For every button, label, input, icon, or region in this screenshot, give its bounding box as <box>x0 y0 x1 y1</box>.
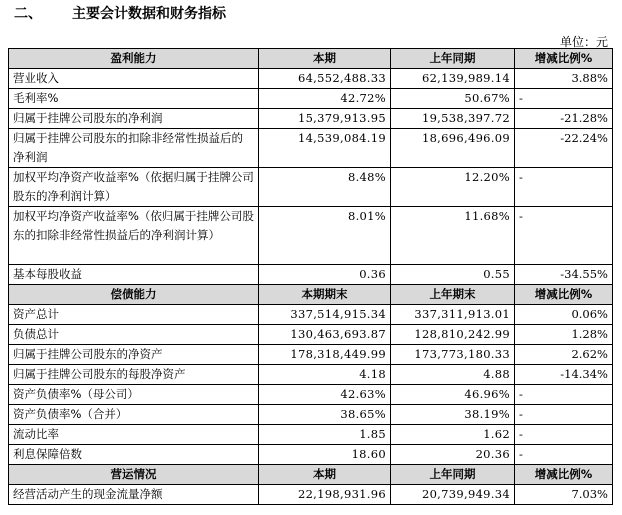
section-title: 主要会计数据和财务指标 <box>72 6 226 22</box>
change-value: - <box>515 207 613 265</box>
current-value: 178,318,449.99 <box>259 345 391 365</box>
section-header-label: 营运情况 <box>9 465 259 485</box>
table-row <box>9 425 613 445</box>
row-label: 毛利率% <box>9 89 259 109</box>
row-label: 加权平均净资产收益率%（依据归属于挂牌公司股东的净利润计算） <box>9 168 259 207</box>
table-row <box>9 305 613 325</box>
prior-value: 18,696,496.09 <box>391 129 515 168</box>
column-header: 本期期末 <box>259 285 391 305</box>
table-row <box>9 168 613 207</box>
unit-label: 单位：元 <box>559 35 608 49</box>
table-row <box>9 109 613 129</box>
row-label: 归属于挂牌公司股东的扣除非经常性损益后的净利润 <box>9 129 259 168</box>
current-value: 38.65% <box>259 405 391 425</box>
row-label: 基本每股收益 <box>9 265 259 285</box>
change-value: 3.88% <box>515 69 613 89</box>
table-row <box>9 129 613 168</box>
current-value: 0.36 <box>259 265 391 285</box>
table-row <box>9 445 613 465</box>
row-label: 归属于挂牌公司股东的每股净资产 <box>9 365 259 385</box>
table-row <box>9 325 613 345</box>
prior-value: 337,311,913.01 <box>391 305 515 325</box>
column-header: 上年同期 <box>391 49 515 69</box>
row-label: 经营活动产生的现金流量净额 <box>9 485 259 505</box>
prior-value: 4.88 <box>391 365 515 385</box>
current-value: 8.48% <box>259 168 391 207</box>
section-heading <box>14 3 226 23</box>
prior-value: 0.55 <box>391 265 515 285</box>
row-label: 归属于挂牌公司股东的净资产 <box>9 345 259 365</box>
row-label: 加权平均净资产收益率%（依归属于挂牌公司股东的扣除非经常性损益后的净利润计算） <box>9 207 259 265</box>
prior-value: 20,739,949.34 <box>391 485 515 505</box>
row-label: 资产总计 <box>9 305 259 325</box>
change-value: -14.34% <box>515 365 613 385</box>
row-label: 负债总计 <box>9 325 259 345</box>
change-value: 7.03% <box>515 485 613 505</box>
prior-value: 1.62 <box>391 425 515 445</box>
prior-value: 20.36 <box>391 445 515 465</box>
change-value: - <box>515 385 613 405</box>
change-value: 0.06% <box>515 305 613 325</box>
change-value: 1.28% <box>515 325 613 345</box>
table-row <box>9 69 613 89</box>
current-value: 1.85 <box>259 425 391 445</box>
prior-value: 11.68% <box>391 207 515 265</box>
prior-value: 128,810,242.99 <box>391 325 515 345</box>
current-value: 42.63% <box>259 385 391 405</box>
column-header: 本期 <box>259 465 391 485</box>
section-header-row <box>9 285 613 305</box>
row-label: 流动比率 <box>9 425 259 445</box>
table-row <box>9 385 613 405</box>
column-header: 本期 <box>259 49 391 69</box>
table-row <box>9 265 613 285</box>
prior-value: 19,538,397.72 <box>391 109 515 129</box>
column-header: 增减比例% <box>515 285 613 305</box>
financial-data-table <box>8 48 613 505</box>
change-value: -34.55% <box>515 265 613 285</box>
table-row <box>9 345 613 365</box>
prior-value: 38.19% <box>391 405 515 425</box>
section-header-label: 偿债能力 <box>9 285 259 305</box>
column-header: 上年期末 <box>391 285 515 305</box>
section-header-label: 盈利能力 <box>9 49 259 69</box>
table-row <box>9 405 613 425</box>
change-value: - <box>515 445 613 465</box>
change-value: -22.24% <box>515 129 613 168</box>
change-value: - <box>515 405 613 425</box>
change-value: - <box>515 89 613 109</box>
row-label: 利息保障倍数 <box>9 445 259 465</box>
current-value: 64,552,488.33 <box>259 69 391 89</box>
table-row <box>9 485 613 505</box>
table-row <box>9 365 613 385</box>
row-label: 归属于挂牌公司股东的净利润 <box>9 109 259 129</box>
row-label: 营业收入 <box>9 69 259 89</box>
current-value: 337,514,915.34 <box>259 305 391 325</box>
column-header: 增减比例% <box>515 465 613 485</box>
current-value: 42.72% <box>259 89 391 109</box>
change-value: - <box>515 168 613 207</box>
current-value: 15,379,913.95 <box>259 109 391 129</box>
row-label: 资产负债率%（合并） <box>9 405 259 425</box>
current-value: 14,539,084.19 <box>259 129 391 168</box>
section-header-row <box>9 465 613 485</box>
current-value: 4.18 <box>259 365 391 385</box>
column-header: 上年同期 <box>391 465 515 485</box>
table-row <box>9 207 613 265</box>
prior-value: 50.67% <box>391 89 515 109</box>
prior-value: 46.96% <box>391 385 515 405</box>
change-value: - <box>515 425 613 445</box>
section-header-row <box>9 49 613 69</box>
prior-value: 62,139,989.14 <box>391 69 515 89</box>
table-row <box>9 89 613 109</box>
current-value: 8.01% <box>259 207 391 265</box>
current-value: 22,198,931.96 <box>259 485 391 505</box>
prior-value: 12.20% <box>391 168 515 207</box>
current-value: 18.60 <box>259 445 391 465</box>
prior-value: 173,773,180.33 <box>391 345 515 365</box>
current-value: 130,463,693.87 <box>259 325 391 345</box>
row-label: 资产负债率%（母公司） <box>9 385 259 405</box>
section-number: 二、 <box>14 6 42 22</box>
column-header: 增减比例% <box>515 49 613 69</box>
change-value: 2.62% <box>515 345 613 365</box>
change-value: -21.28% <box>515 109 613 129</box>
